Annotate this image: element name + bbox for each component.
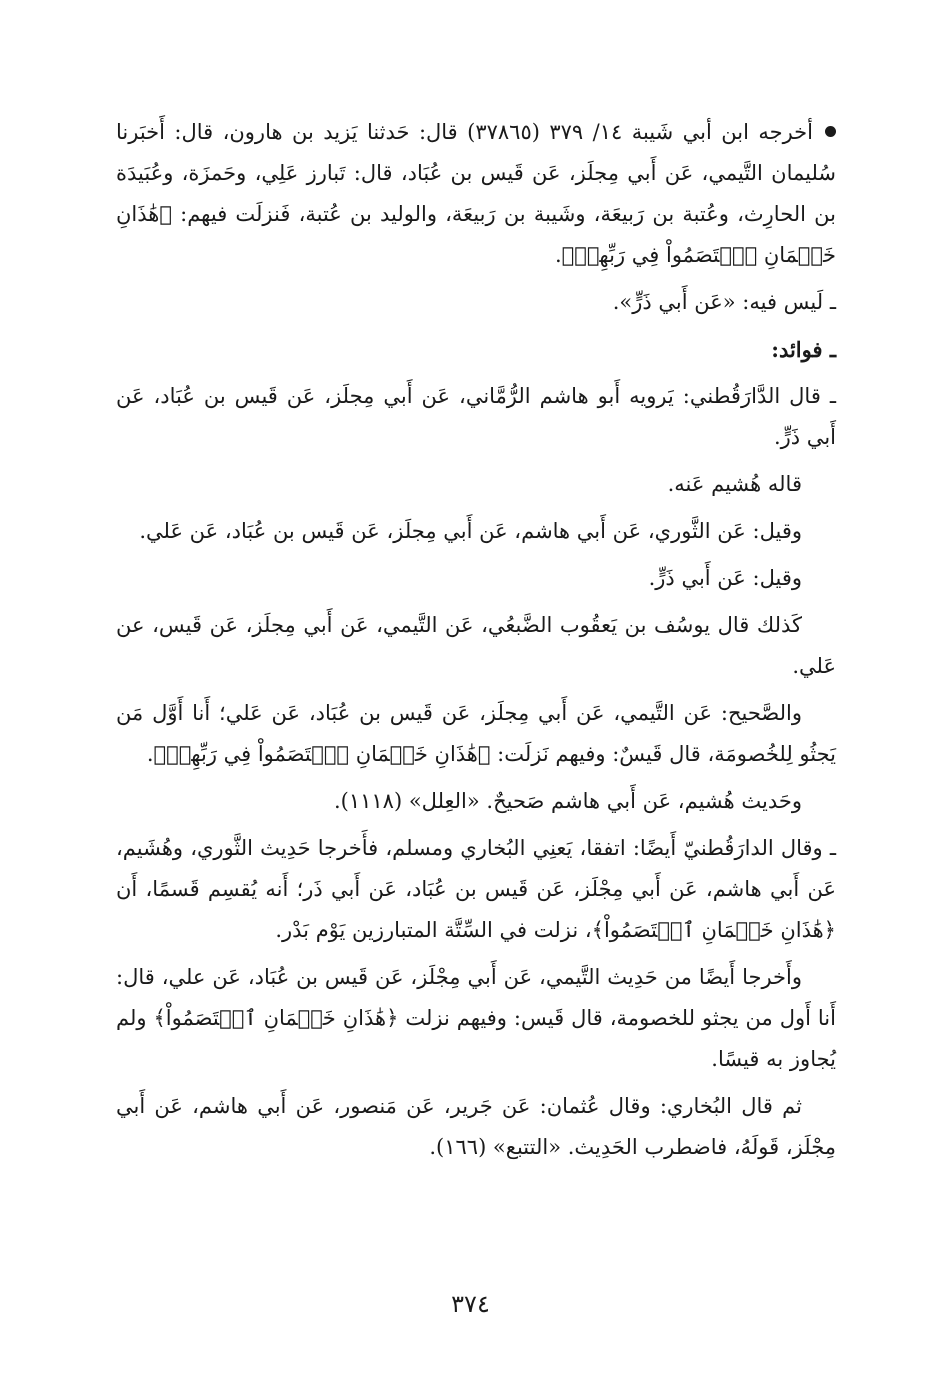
bullet-icon (825, 126, 836, 137)
paragraph-bukhari: ثم قال البُخاري: وقال عُثمان: عَن جَرير، عَن مَنصور، عَن أَبي هاشم، عَن أَبي مِجْلَز، قَولَهُ، فاضطرب الحَدِيث. «التتبع» (١٦٦). (116, 1094, 836, 1159)
paragraph-qila-thawri: وقيل: عَن الثَّوري، عَن أَبي هاشم، عَن أَبي مِجلَز، عَن قَيس بن عُبَاد، عَن عَلي. (139, 519, 802, 543)
paragraph-takhrij (116, 112, 836, 276)
paragraph-hadith-hushaym: وحَديث هُشيم، عَن أَبي هاشم صَحيحٌ. «العِلل» (١١١٨). (333, 789, 802, 813)
page-number: ٣٧٤ (451, 1290, 490, 1318)
paragraph-daraqutni: ـ قال الدَّارَقُطني: يَرويه أَبو هاشم الرُّمَّاني، عَن أَبي مِجلَز، عَن قَيس بن عُبَاد، عَن أَبي ذَرٍّ. (116, 384, 836, 449)
page-body (116, 112, 836, 1174)
paragraph-daraqutni-aydan: ـ وقال الدارَقُطنيّ أَيضًا: اتفقا، يَعنِي البُخاري ومسلم، فأَخرجا حَدِيث الثَّوري، وهُشَيم، عَن أَبي هاشم، عَن أَبي مِجْلَز، عَن قَيس بن عُبَاد، عَن أَبي ذَر؛ أَنه يُقسِم قَسمًا، أَن ﴿هَٰذَانِ خَصۡمَانِ ٱخۡتَصَمُواْ﴾، نزلت في السِّتَّة المتبارزين يَوْم بَدْر. (116, 836, 836, 942)
paragraph-sahih: والصَّحيح: عَن التَّيمي، عَن أَبي مِجلَز، عَن قَيس بن عُبَاد، عَن عَلي؛ أَنا أَوَّل مَن يَجثُو لِلخُصومَة، قال قَيسٌ: وفيهم نَزلَت: ﴿هَٰذَانِ خَصۡمَانِ ٱخۡتَصَمُواْ فِي رَبِّهِمۡ﴾. (116, 701, 836, 766)
paragraph-note: ـ لَيس فيه: «عَن أَبي ذَرٍّ». (612, 290, 836, 314)
paragraph-akhraja-aydan: وأَخرجا أَيضًا من حَدِيث التَّيمي، عَن أَبي مِجْلَز، عَن قَيس بن عُبَاد، عَن علي، قال: أَنا أَول من يجثو للخصومة، قال قَيس: وفيهم نزلت ﴿هَٰذَانِ خَصۡمَانِ ٱخۡتَصَمُواْ﴾ ولم يُجاوز به قيسًا. (116, 965, 836, 1071)
paragraph-yusuf: كَذلك قال يوسُف بن يَعقُوب الضَّبعُي، عَن التَّيمي، عَن أَبي مِجلَز، عَن قَيس، عن عَلي. (116, 613, 836, 678)
paragraph-hushaym: قاله هُشيم عَنه. (667, 472, 802, 496)
paragraph-qila-abi-dharr: وقيل: عَن أَبي ذَرٍّ. (648, 566, 802, 590)
section-heading-fawaid: ـ فوائد: (771, 337, 836, 362)
paragraph-text: أخرجه ابن أبي شَيبة ١٤/ ٣٧٩ (٣٧٨٦٥) قال: حَدثنا يَزيد بن هارون، قال: أَخبَرنا سُليمان التَّيمي، عَن أَبي مِجلَز، عَن قَيس بن عُبَاد، قال: تَبارز عَلِي، وحَمزَة، وعُبَيدَة بن الحارِث، وعُتبة بن رَبيعَة، وشَيبة بن رَبيعَة، والوليد بن عُتبة، فَنزلَت فيهم: ﴿هَٰذَانِ خَصۡمَانِ ٱخۡتَصَمُواْ فِي رَبِّهِمۡ﴾. (116, 120, 836, 267)
